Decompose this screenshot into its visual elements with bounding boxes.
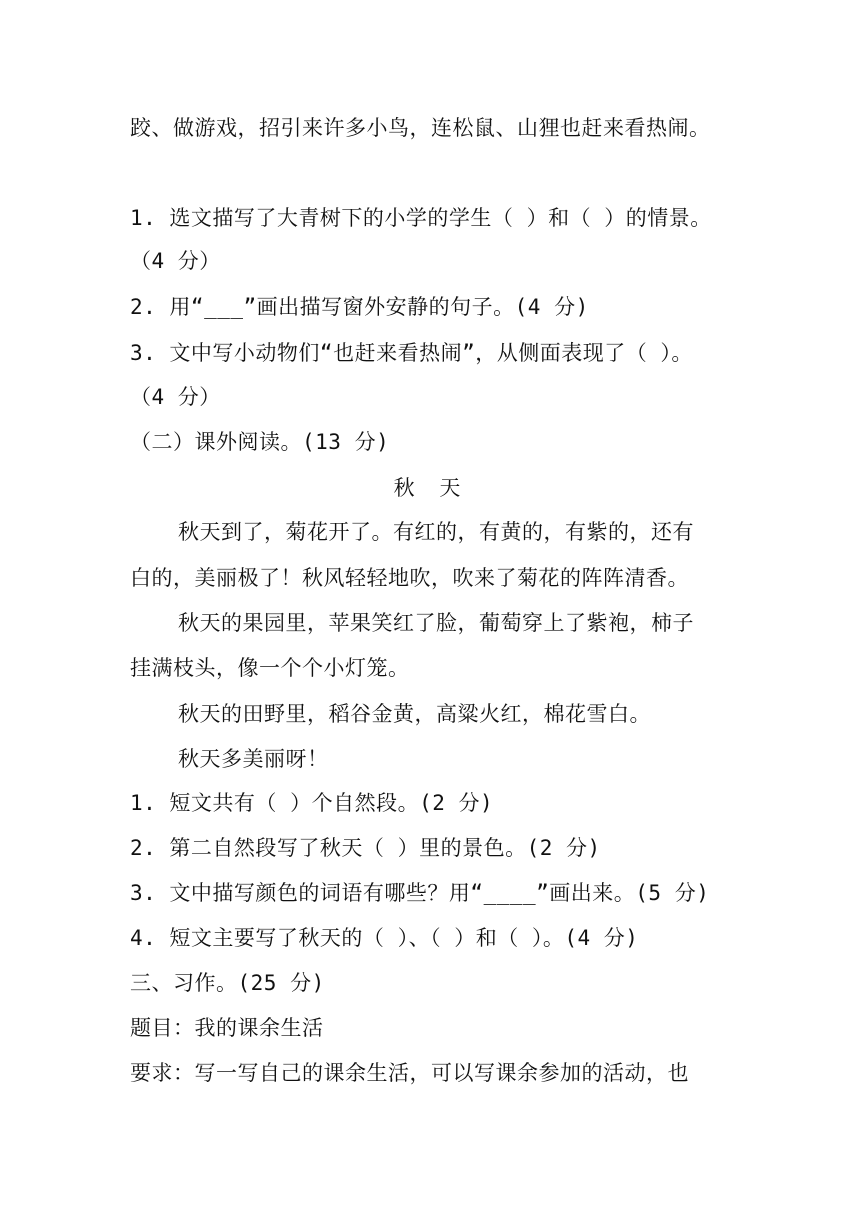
passage-paragraph-4: 秋天多美丽呀！ xyxy=(178,747,329,771)
reading-question-1: 1. 短文共有（ ）个自然段。(2 分) xyxy=(130,791,494,815)
question-2: 2. 用“___”画出描写窗外安静的句子。(4 分) xyxy=(130,295,589,319)
question-3-score: （4 分） xyxy=(130,385,221,409)
question-3: 3. 文中写小动物们“也赶来看热闹”，从侧面表现了（ ）。 xyxy=(130,341,693,365)
writing-requirements: 要求：写一写自己的课余生活，可以写课余参加的活动，也 xyxy=(130,1061,689,1085)
reading-question-4: 4. 短文主要写了秋天的（ ）、（ ）和（ ）。(4 分) xyxy=(130,926,639,950)
writing-topic: 题目：我的课余生活 xyxy=(130,1016,324,1040)
section-heading-extracurricular-reading: （二）课外阅读。(13 分) xyxy=(130,430,390,454)
passage-paragraph-2-line-1: 秋天的果园里，苹果笑红了脸，葡萄穿上了紫袍，柿子 xyxy=(178,611,694,635)
passage-title: 秋 天 xyxy=(393,476,467,500)
passage-paragraph-3: 秋天的田野里，稻谷金黄，高粱火红，棉花雪白。 xyxy=(178,702,651,726)
passage-paragraph-1-line-2: 白的，美丽极了！秋风轻轻地吹，吹来了菊花的阵阵清香。 xyxy=(130,566,689,590)
passage-paragraph-2-line-2: 挂满枝头，像一个个小灯笼。 xyxy=(130,656,410,680)
question-1: 1. 选文描写了大青树下的小学的学生（ ）和（ ）的情景。 xyxy=(130,206,712,230)
section-heading-writing: 三、习作。(25 分) xyxy=(130,971,325,995)
reading-question-2: 2. 第二自然段写了秋天（ ）里的景色。(2 分) xyxy=(130,836,601,860)
passage-end-line: 跤、做游戏，招引来许多小鸟，连松鼠、山狸也赶来看热闹。 xyxy=(130,116,711,140)
question-1-score: （4 分） xyxy=(130,249,221,273)
reading-question-3: 3. 文中描写颜色的词语有哪些？用“____”画出来。(5 分) xyxy=(130,881,710,905)
passage-paragraph-1-line-1: 秋天到了，菊花开了。有红的，有黄的，有紫的，还有 xyxy=(178,520,694,544)
